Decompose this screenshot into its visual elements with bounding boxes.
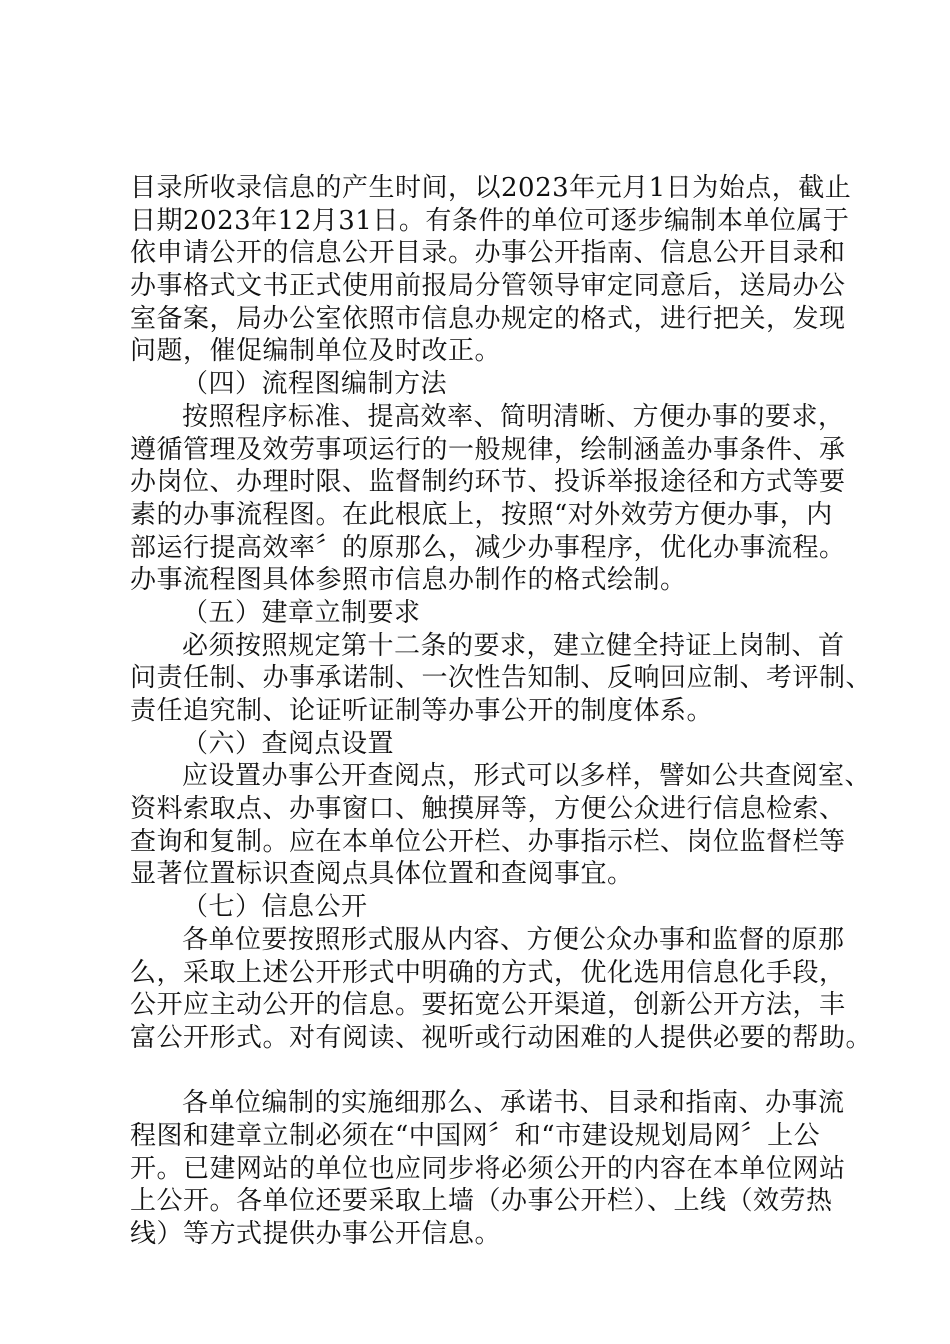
paragraph-line: 依申请公开的信息公开目录。办事公开指南、信息公开目录和 [130,238,846,269]
paragraph-line: 问题，催促编制单位及时改正。 [130,336,502,367]
paragraph-line: 显著位置标识查阅点具体位置和查阅事宜。 [130,859,634,890]
paragraph-line: 应设置办事公开查阅点，形式可以多样，譬如公共查阅室、 [182,761,872,792]
paragraph-line: 线）等方式提供办事公开信息。 [130,1219,502,1249]
paragraph-line: 目录所收录信息的产生时间，以2023年元月1日为始点，截止 [130,173,852,203]
paragraph-line: 开。已建网站的单位也应同步将必须公开的内容在本单位网站 [130,1153,846,1184]
paragraph-line: 遵循管理及效劳事项运行的一般规律，绘制涵盖办事条件、承 [130,434,846,465]
paragraph-line: 室备案，局办公室依照市信息办规定的格式，进行把关，发现 [130,303,846,334]
paragraph-line: 部运行提高效率〞的原那么，减少办事程序，优化办事流程。 [130,532,846,563]
paragraph-line: 各单位要按照形式服从内容、方便公众办事和监督的原那 [182,924,845,955]
paragraph-line: 日期2023年12月31日。有条件的单位可逐步编制本单位属于 [130,205,850,236]
paragraph-line: 资料索取点、办事窗口、触摸屏等，方便公众进行信息检索、 [130,794,846,825]
paragraph-line: 各单位编制的实施细那么、承诺书、目录和指南、办事流 [182,1088,845,1119]
paragraph-line: 必须按照规定第十二条的要求，建立健全持证上岗制、首 [182,630,845,661]
paragraph-line: 责任追究制、论证听证制等办事公开的制度体系。 [130,696,714,726]
section-heading: （六）查阅点设置 [182,728,395,759]
paragraph-line: 办事流程图具体参照市信息办制作的格式绘制。 [130,565,687,596]
paragraph-line: 按照程序标准、提高效率、简明清晰、方便办事的要求， [182,401,845,432]
document-body [130,172,873,1251]
paragraph-spacer [130,1055,830,1088]
paragraph-line: 素的办事流程图。在此根底上，按照“对外效劳方便办事，内 [130,499,833,530]
paragraph-line: 富公开形式。对有阅读、视听或行动困难的人提供必要的帮助。 [130,1022,873,1053]
section-heading: （四）流程图编制方法 [182,369,448,400]
section-heading: （七）信息公开 [182,892,368,923]
paragraph-line: 问责任制、办事承诺制、一次性告知制、反响回应制、考评制、 [130,663,873,694]
paragraph-line: 办事格式文书正式使用前报局分管领导审定同意后，送局办公 [130,271,846,302]
paragraph-line: 公开应主动公开的信息。要拓宽公开渠道，创新公开方法，丰 [130,990,846,1021]
paragraph-line: 上公开。各单位还要采取上墙（办事公开栏）、上线（效劳热 [130,1186,833,1217]
paragraph-line: 查询和复制。应在本单位公开栏、办事指示栏、岗位监督栏等 [130,826,846,857]
paragraph-line: 程图和建章立制必须在“中国网〞和“市建设规划局网〞上公 [130,1120,821,1151]
section-heading: （五）建章立制要求 [182,597,421,628]
paragraph-line: 么，采取上述公开形式中明确的方式，优化选用信息化手段， [130,957,846,988]
paragraph-line: 办岗位、办理时限、监督制约环节、投诉举报途径和方式等要 [130,467,846,498]
